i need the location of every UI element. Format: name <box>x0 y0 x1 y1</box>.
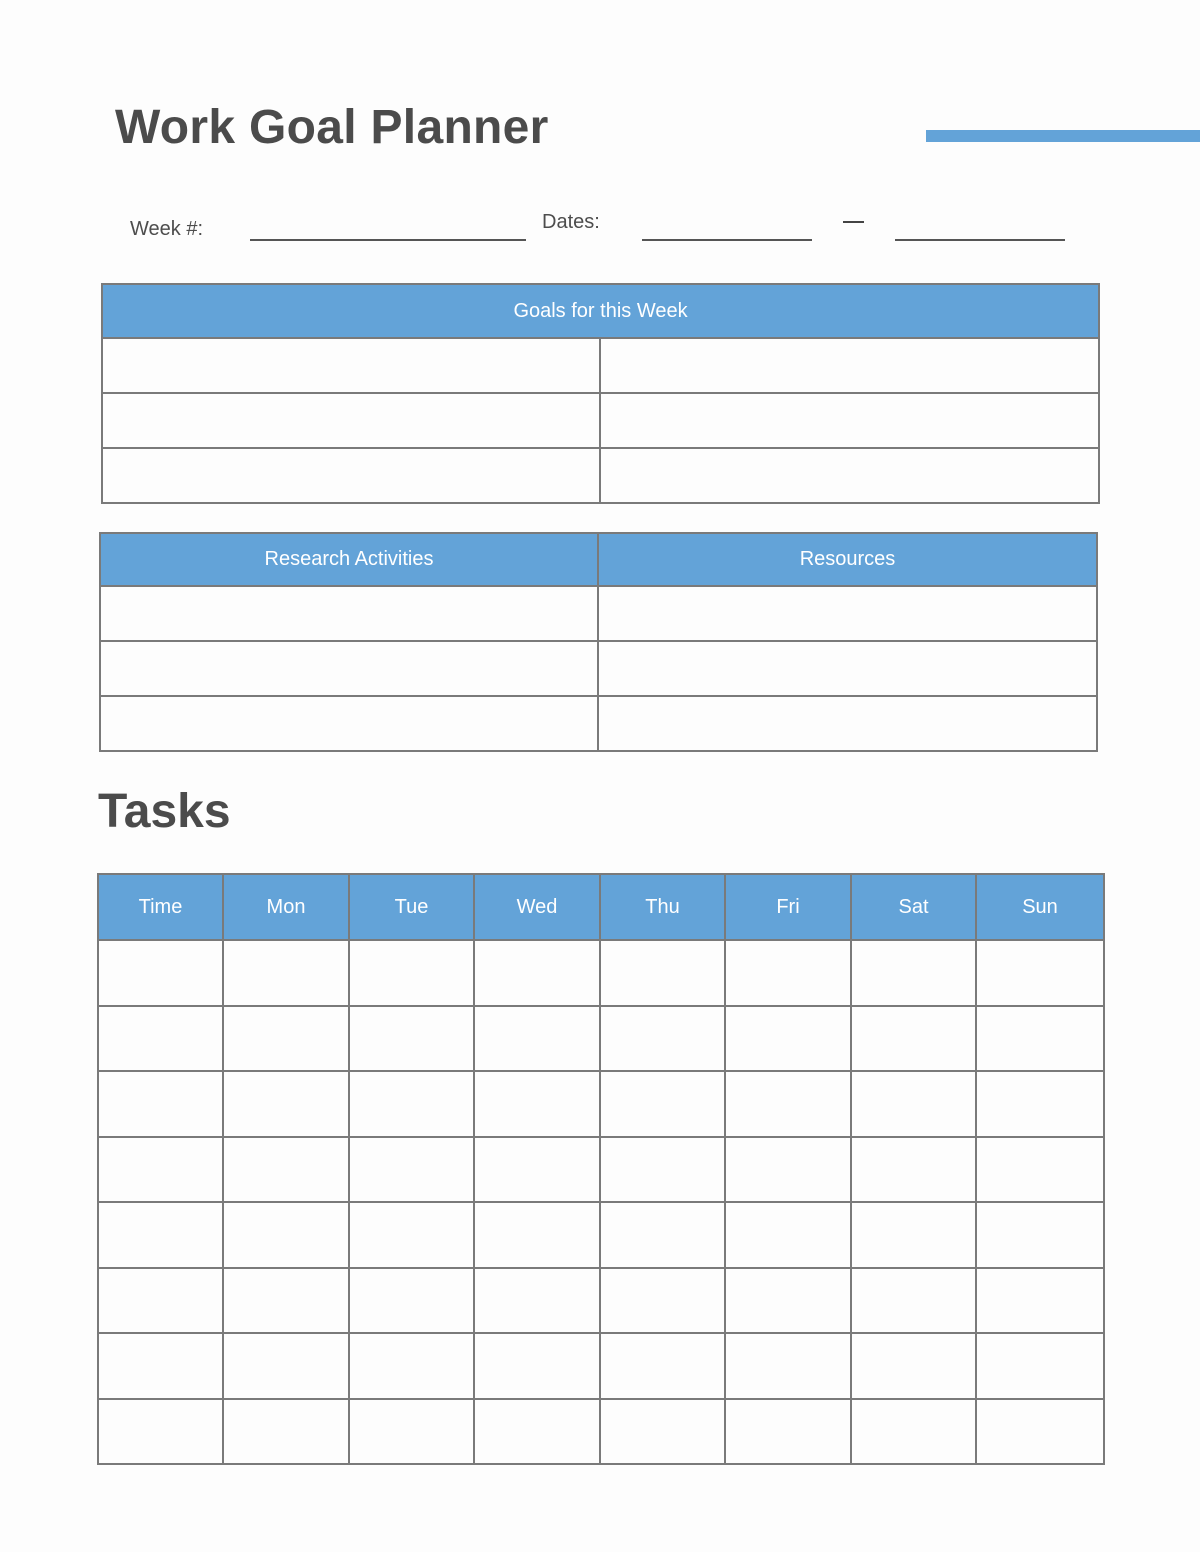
goal-cell[interactable] <box>600 448 1099 503</box>
week-number-field[interactable] <box>250 239 526 241</box>
task-cell[interactable] <box>474 1399 600 1465</box>
research-activity-cell[interactable] <box>100 586 598 641</box>
task-cell[interactable] <box>223 1333 349 1399</box>
task-cell[interactable] <box>223 1071 349 1137</box>
task-cell[interactable] <box>223 940 349 1006</box>
task-cell[interactable] <box>98 1137 223 1203</box>
task-cell[interactable] <box>725 1202 851 1268</box>
research-table <box>99 532 1098 752</box>
accent-bar <box>926 130 1200 142</box>
goals-header: Goals for this Week <box>102 284 1099 338</box>
task-cell[interactable] <box>725 1071 851 1137</box>
task-cell[interactable] <box>851 1137 976 1203</box>
thu-header: Thu <box>600 874 725 940</box>
mon-header: Mon <box>223 874 349 940</box>
fri-header: Fri <box>725 874 851 940</box>
start-date-field[interactable] <box>642 239 812 241</box>
resource-cell[interactable] <box>598 696 1097 751</box>
goal-cell[interactable] <box>600 338 1099 393</box>
table-row <box>102 393 1099 448</box>
table-row <box>98 1202 1104 1268</box>
table-row <box>98 1006 1104 1072</box>
task-cell[interactable] <box>98 940 223 1006</box>
task-cell[interactable] <box>851 1202 976 1268</box>
goal-cell[interactable] <box>102 448 600 503</box>
date-range-separator <box>843 221 864 223</box>
task-cell[interactable] <box>474 1071 600 1137</box>
task-cell[interactable] <box>223 1006 349 1072</box>
task-cell[interactable] <box>725 1399 851 1465</box>
tasks-table <box>97 873 1105 1465</box>
tasks-title: Tasks <box>98 785 231 838</box>
task-cell[interactable] <box>474 940 600 1006</box>
task-cell[interactable] <box>725 1137 851 1203</box>
task-cell[interactable] <box>976 1202 1104 1268</box>
task-cell[interactable] <box>600 940 725 1006</box>
table-row <box>100 696 1097 751</box>
research-activities-header: Research Activities <box>100 533 598 586</box>
page-title: Work Goal Planner <box>115 101 549 154</box>
task-cell[interactable] <box>98 1202 223 1268</box>
task-cell[interactable] <box>600 1268 725 1334</box>
sat-header: Sat <box>851 874 976 940</box>
task-cell[interactable] <box>349 1202 474 1268</box>
task-cell[interactable] <box>600 1333 725 1399</box>
goal-cell[interactable] <box>102 393 600 448</box>
task-cell[interactable] <box>976 940 1104 1006</box>
task-cell[interactable] <box>725 940 851 1006</box>
resource-cell[interactable] <box>598 586 1097 641</box>
task-cell[interactable] <box>349 940 474 1006</box>
tue-header: Tue <box>349 874 474 940</box>
task-cell[interactable] <box>98 1333 223 1399</box>
task-cell[interactable] <box>474 1137 600 1203</box>
task-cell[interactable] <box>98 1399 223 1465</box>
task-cell[interactable] <box>474 1006 600 1072</box>
task-cell[interactable] <box>223 1202 349 1268</box>
task-cell[interactable] <box>725 1268 851 1334</box>
table-row <box>98 1399 1104 1465</box>
task-cell[interactable] <box>349 1137 474 1203</box>
task-cell[interactable] <box>223 1399 349 1465</box>
table-row <box>102 448 1099 503</box>
task-cell[interactable] <box>976 1268 1104 1334</box>
task-cell[interactable] <box>98 1006 223 1072</box>
task-cell[interactable] <box>851 1399 976 1465</box>
table-row <box>98 1071 1104 1137</box>
task-cell[interactable] <box>600 1137 725 1203</box>
task-cell[interactable] <box>349 1006 474 1072</box>
task-cell[interactable] <box>349 1071 474 1137</box>
week-label: Week #: <box>130 218 203 240</box>
task-cell[interactable] <box>600 1006 725 1072</box>
task-cell[interactable] <box>851 940 976 1006</box>
tasks-body <box>98 940 1104 1464</box>
task-cell[interactable] <box>725 1006 851 1072</box>
table-row <box>98 940 1104 1006</box>
table-row <box>100 586 1097 641</box>
research-activity-cell[interactable] <box>100 696 598 751</box>
resources-header: Resources <box>598 533 1097 586</box>
task-cell[interactable] <box>474 1268 600 1334</box>
table-row <box>98 1333 1104 1399</box>
task-cell[interactable] <box>976 1333 1104 1399</box>
goal-cell[interactable] <box>102 338 600 393</box>
research-activity-cell[interactable] <box>100 641 598 696</box>
resource-cell[interactable] <box>598 641 1097 696</box>
end-date-field[interactable] <box>895 239 1065 241</box>
task-cell[interactable] <box>474 1202 600 1268</box>
task-cell[interactable] <box>976 1399 1104 1465</box>
task-cell[interactable] <box>223 1137 349 1203</box>
task-cell[interactable] <box>98 1268 223 1334</box>
task-cell[interactable] <box>725 1333 851 1399</box>
task-cell[interactable] <box>223 1268 349 1334</box>
task-cell[interactable] <box>600 1399 725 1465</box>
task-cell[interactable] <box>349 1268 474 1334</box>
task-cell[interactable] <box>349 1333 474 1399</box>
dates-label: Dates: <box>542 211 600 233</box>
task-cell[interactable] <box>976 1071 1104 1137</box>
task-cell[interactable] <box>976 1006 1104 1072</box>
table-row <box>102 338 1099 393</box>
task-cell[interactable] <box>851 1071 976 1137</box>
table-row <box>98 1268 1104 1334</box>
task-cell[interactable] <box>976 1137 1104 1203</box>
goal-cell[interactable] <box>600 393 1099 448</box>
task-cell[interactable] <box>474 1333 600 1399</box>
wed-header: Wed <box>474 874 600 940</box>
task-cell[interactable] <box>600 1202 725 1268</box>
goals-table <box>101 283 1100 504</box>
task-cell[interactable] <box>851 1268 976 1334</box>
table-row <box>98 1137 1104 1203</box>
time-header: Time <box>98 874 223 940</box>
task-cell[interactable] <box>349 1399 474 1465</box>
task-cell[interactable] <box>851 1333 976 1399</box>
sun-header: Sun <box>976 874 1104 940</box>
task-cell[interactable] <box>98 1071 223 1137</box>
table-row <box>100 641 1097 696</box>
task-cell[interactable] <box>600 1071 725 1137</box>
task-cell[interactable] <box>851 1006 976 1072</box>
